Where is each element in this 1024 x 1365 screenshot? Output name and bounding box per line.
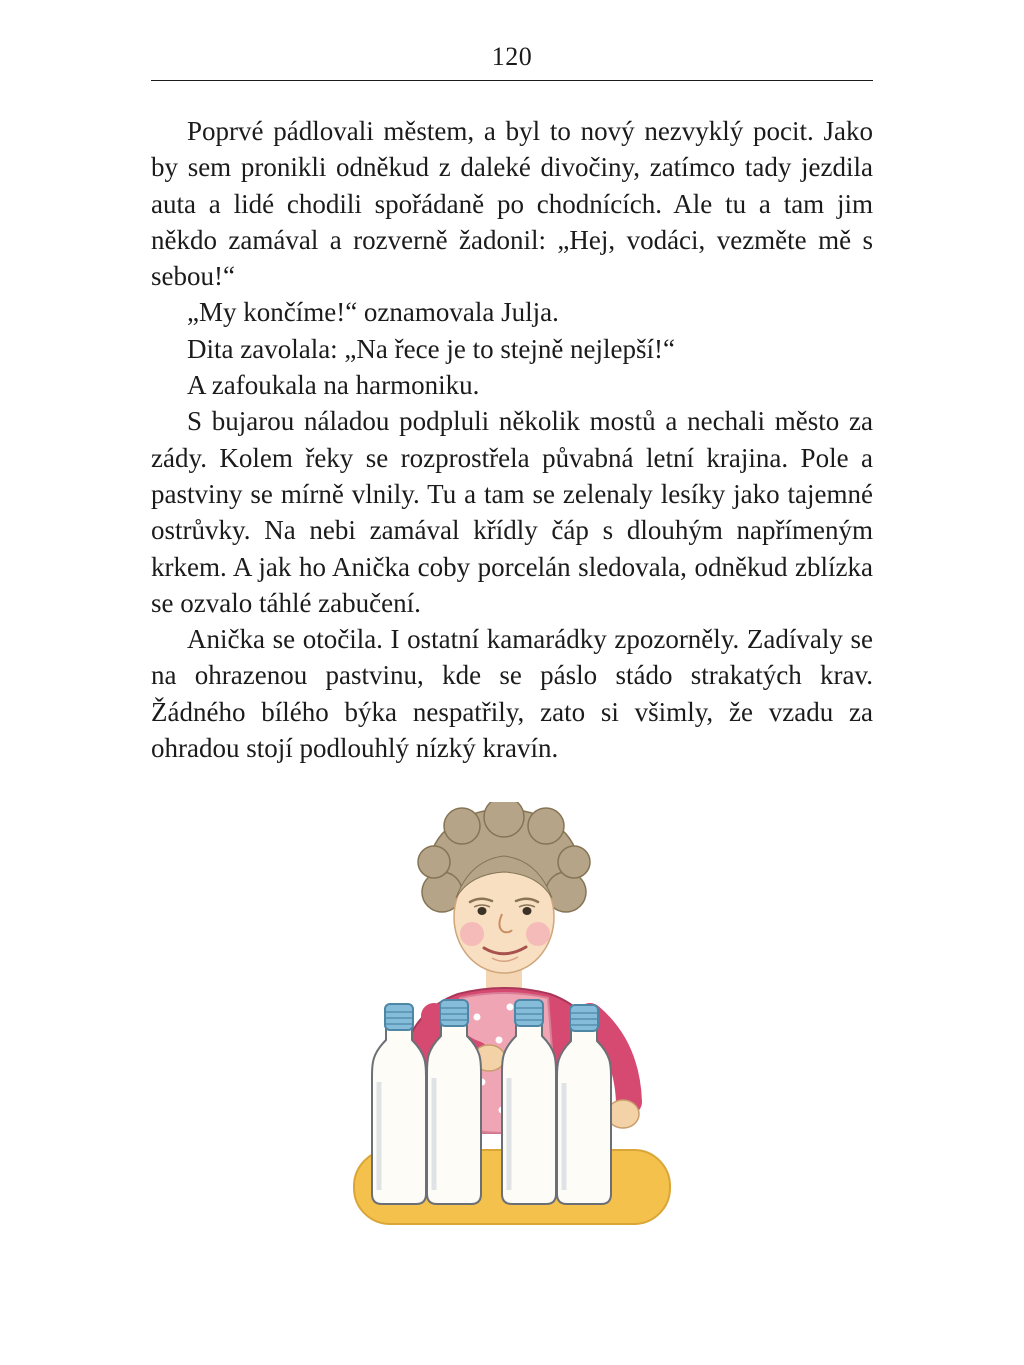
illustration-grandma-milk-bottles xyxy=(0,802,1024,1237)
page-header xyxy=(0,42,1024,81)
paragraph: A zafoukala na harmoniku. xyxy=(187,370,480,401)
paragraph: „My končíme!“ oznamovala Julja. xyxy=(187,297,559,328)
body-text xyxy=(151,113,873,766)
paragraph: Dita zavolala: „Na řece je to stejně nejlepší!“ xyxy=(187,333,676,364)
grandma-illustration-svg xyxy=(342,802,682,1232)
paragraph: S bujarou náladou podpluli několik mostů a nechali město za zády. Kolem řeky se rozprostřela půvabná letní krajina. Pole a pastviny se mírně vlnily. Tu a tam se zelenaly lesíky jako tajemné ostrůvky. Na nebi zamával křídly čáp s dlouhým napřímeným krkem. A jak ho Anička coby porcelán sledovala, odněkud zblízka se ozvalo táhlé zabučení. xyxy=(151,406,873,618)
header-rule xyxy=(151,80,873,81)
page-number: 120 xyxy=(491,42,533,71)
paragraph: Anička se otočila. I ostatní kamarádky zpozorněly. Zadívaly se na ohrazenou pastvinu, kde se páslo stádo strakatých krav. Žádného bílého býka nespatřily, zato si všimly, že vzadu za ohradou stojí podlouhlý nízký kravín. xyxy=(151,624,873,764)
paragraph: Poprvé pádlovali městem, a byl to nový nezvyklý pocit. Jako by sem pronikli odněkud z daleké divočiny, zatímco tady jezdila auta a lidé chodili spořádaně po chodnících. Ale tu a tam jim někdo zamával a rozverně žadonil: „Hej, vodáci, vezměte mě s sebou!“ xyxy=(151,116,873,292)
